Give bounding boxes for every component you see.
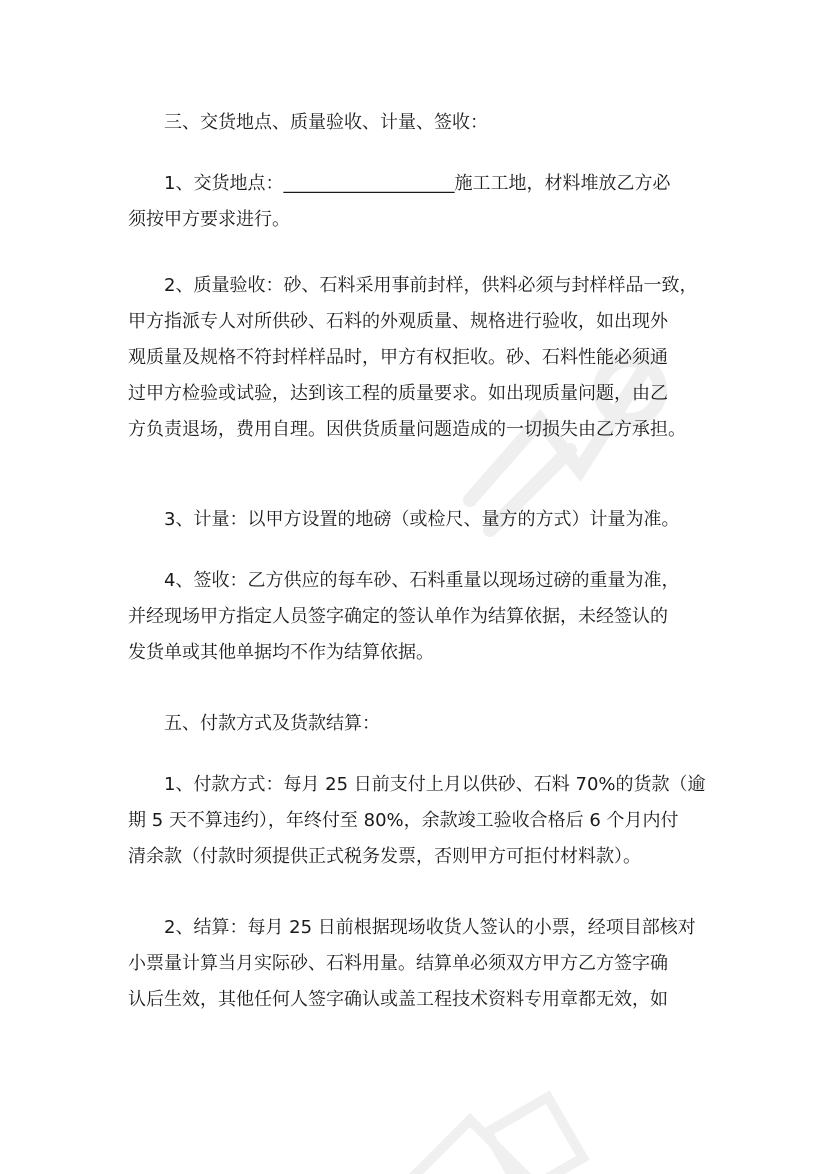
text-line: 1、付款方式：每月 25 日前支付上月以供砂、石料 70%的货款（逾: [164, 774, 706, 795]
paragraph-measurement: [128, 502, 706, 538]
text-line: 期 5 天不算违约），年终付至 80%，余款竣工验收合格后 6 个月内付: [128, 810, 679, 831]
text-line: 清余款（付款时须提供正式税务发票，否则甲方可拒付材料款）。: [128, 846, 641, 867]
text-line: 甲方指派专人对所供砂、石料的外观质量、规格进行验收，如出现外: [128, 311, 668, 332]
paragraph-payment-method: [128, 767, 706, 875]
paragraph-settlement: [128, 910, 706, 1018]
paragraph-signing-receipt: [128, 563, 706, 671]
text-line: 小票量计算当月实际砂、石料用量。结算单必须双方甲方乙方签字确: [128, 953, 668, 974]
text-line: 过甲方检验或试验，达到该工程的质量要求。如出现质量问题，由乙: [128, 383, 668, 404]
text-line: 观质量及规格不符封样样品时，甲方有权拒收。砂、石料性能必须通: [128, 347, 668, 368]
text-line: 发货单或其他单据均不作为结算依据。: [128, 642, 434, 663]
text-line: 2、质量验收：砂、石料采用事前封样，供料必须与封样样品一致，: [164, 275, 698, 296]
text-line: 4、签收：乙方供应的每车砂、石料重量以现场过磅的重量为准，: [164, 570, 680, 591]
text-line: 2、结算：每月 25 日前根据现场收货人签认的小票，经项目部核对: [164, 917, 696, 938]
text-line: 并经现场甲方指定人员签字确定的签认单作为结算依据，未经签认的: [128, 606, 668, 627]
heading-section-5: [128, 706, 706, 742]
heading-section-3: [128, 105, 706, 141]
paragraph-quality-inspection: [128, 268, 706, 448]
watermark-stamp-icon: [380, 1080, 600, 1174]
text-line: 须按甲方要求进行。: [128, 209, 290, 230]
paragraph-delivery-location: [128, 166, 706, 238]
text-line: 五、付款方式及货款结算：: [164, 713, 380, 734]
text-line: 认后生效，其他任何人签字确认或盖工程技术资料专用章都无效，如: [128, 989, 668, 1010]
text-line: 1、交货地点：___________________施工工地，材料堆放乙方必: [164, 173, 671, 194]
text-line: 方负责退场，费用自理。因供货质量问题造成的一切损失由乙方承担。: [128, 419, 686, 440]
text-line: 三、交货地点、质量验收、计量、签收：: [164, 112, 488, 133]
text-line: 3、计量：以甲方设置的地磅（或检尺、量方的方式）计量为准。: [164, 509, 680, 530]
